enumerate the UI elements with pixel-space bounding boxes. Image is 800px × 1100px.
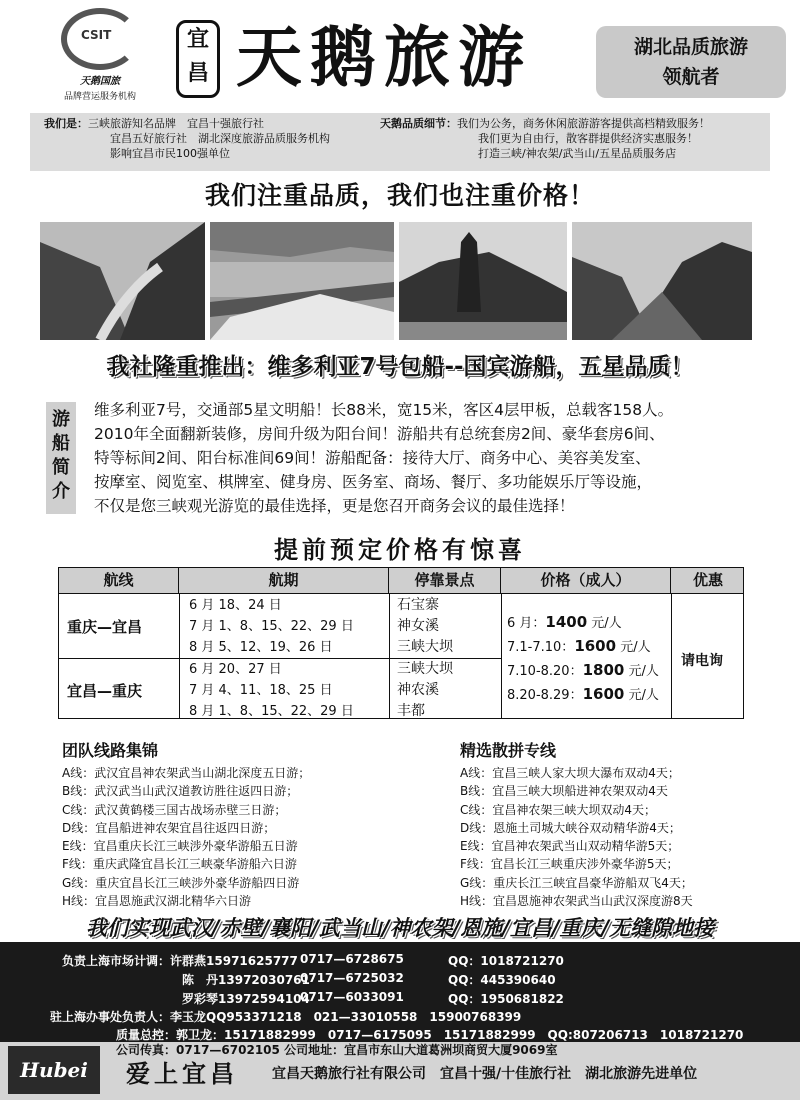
header-route: 航线 — [59, 568, 179, 593]
about-line: 影响宜昌市民100强单位 — [110, 147, 230, 160]
table-divider — [671, 593, 672, 718]
contact-qq: QQ：445390640 — [448, 973, 556, 987]
scatter-routes-list — [460, 764, 693, 910]
date-list — [189, 659, 354, 722]
slogan-line1: 湖北品质旅游 — [633, 36, 748, 58]
route-item: C线：武汉黄鹤楼三国古战场赤壁三日游； — [62, 802, 287, 817]
stop-list — [397, 659, 453, 722]
fax-number: 0717—6702105 — [176, 1043, 280, 1057]
contact-phone: 0717—6728675 — [300, 952, 404, 966]
info-band — [30, 113, 770, 171]
price-line — [507, 660, 659, 679]
city-badge — [176, 20, 220, 98]
love-yichang: 爱上宜昌 — [126, 1060, 238, 1088]
contact-phone: 0717—6033091 — [300, 990, 404, 1004]
photo-pagoda — [399, 222, 567, 340]
office-line — [50, 1008, 521, 1025]
contact-name: 陈 丹 — [182, 973, 219, 987]
route-item: H线：宜昌恩施神农架武当山武汉深度游8天 — [460, 894, 693, 909]
stop-item: 石宝寨 — [397, 597, 439, 613]
route-item: D线：宜昌船进神农架宜昌往返四日游； — [62, 820, 276, 835]
detail-column — [380, 116, 770, 161]
logo-org: 品牌营运服务机构 — [63, 92, 136, 102]
city-text: 宜昌 — [186, 27, 209, 86]
price-amount: 1800 — [582, 661, 625, 679]
route-name: 宜昌—重庆 — [67, 682, 143, 700]
table-header — [59, 568, 743, 594]
price-unit: 元/人 — [624, 664, 659, 679]
price-amount: 1600 — [582, 685, 625, 703]
route-item: A线：武汉宜昌神农架武当山湖北深度五日游； — [62, 766, 311, 780]
price-amount: 1600 — [574, 637, 617, 655]
contact-name: 许群燕 — [170, 954, 207, 968]
price-line — [507, 612, 622, 631]
swan-logo-icon — [61, 8, 139, 70]
price-line — [507, 636, 651, 655]
address-label: 公司地址： — [284, 1043, 345, 1057]
route-item: H线：宜昌恩施武汉湖北精华六日游 — [62, 894, 252, 909]
about-line: 三峡旅游知名品牌 宜昌十强旅行社 — [88, 117, 264, 130]
detail-line: 打造三峡/神农架/武当山/五星品质服务店 — [478, 147, 677, 160]
intro-line: 2010年全面翻新装修，房间升级为阳台间！游船共有总统套房2间、豪华套房6间、 — [94, 425, 665, 443]
date-item: 6 月 18、24 日 — [189, 598, 282, 613]
intro-tag-char: 简 — [52, 457, 70, 478]
intro-line: 按摩室、阅览室、棋牌室、健身房、医务室、商场、餐厅、多功能娱乐厅等设施， — [94, 473, 653, 491]
quality-contact: 郭卫龙：15171882999 0717—6175095 15171882999 QQ:807206713 1018721270 — [176, 1028, 744, 1042]
date-item: 7 月 1、8、15、22、29 日 — [189, 619, 354, 634]
stop-item: 神女溪 — [397, 618, 439, 634]
header-price: 价格（成人） — [501, 568, 671, 593]
contact-name: 罗彩琴 — [182, 992, 219, 1006]
contact-panel — [0, 942, 800, 1042]
office-label: 驻上海办事处负责人： — [50, 1010, 171, 1024]
price-period: 7.10-8.20： — [507, 664, 583, 679]
route-item: B线：宜昌三峡大坝船进神农架双动4天 — [460, 784, 668, 799]
headline: 我们注重品质，我们也注重价格！ — [204, 181, 595, 210]
price-table — [58, 567, 744, 719]
intro-tag-char: 船 — [52, 433, 70, 454]
price-period: 6 月： — [507, 616, 546, 631]
contact-qq: QQ：1950681822 — [448, 992, 564, 1006]
intro-tag-char: 游 — [52, 409, 70, 430]
stop-item: 神农溪 — [397, 682, 439, 698]
stop-item: 三峡大坝 — [397, 639, 453, 655]
header-stops: 停靠景点 — [389, 568, 501, 593]
stop-list — [397, 595, 453, 658]
table-divider — [389, 593, 390, 718]
intro-line: 维多利亚7号，交通部5星文明船！长88米，宽15米，客区4层甲板，总载客158人。 — [94, 401, 674, 419]
intro-tag — [46, 402, 76, 514]
price-period: 8.20-8.29： — [507, 688, 583, 703]
about-line: 宜昌五好旅行社 湖北深度旅游品质服务机构 — [110, 132, 330, 145]
contact-line — [62, 952, 298, 969]
contact-qq: QQ：1018721270 — [448, 954, 564, 968]
about-column — [44, 116, 374, 161]
date-list — [189, 595, 354, 658]
slogan-box — [596, 26, 786, 98]
photo-gorge — [40, 222, 205, 340]
route-item: G线：重庆宜昌长江三峡涉外豪华游船四日游 — [62, 875, 300, 890]
contact-mobile: 13972030761 — [218, 973, 310, 987]
quality-label: 质量总控： — [116, 1028, 177, 1042]
date-item: 7 月 4、11、18、25 日 — [189, 683, 333, 698]
fax-label: 公司传真： — [116, 1043, 177, 1057]
date-item: 8 月 1、8、15、22、29 日 — [189, 704, 354, 719]
company-units: 宜昌天鹅旅行社有限公司 宜昌十强/十佳旅行社 湖北旅游先进单位 — [272, 1066, 698, 1082]
logo-text: CSIT — [81, 28, 112, 42]
stop-item: 丰都 — [397, 703, 425, 719]
discount-cell: 请电询 — [681, 653, 723, 669]
date-item: 6 月 20、27 日 — [189, 662, 282, 677]
table-divider — [179, 593, 180, 718]
contact-phone: 0717—6725032 — [300, 971, 404, 985]
group-routes-title: 团队线路集锦 — [62, 741, 159, 760]
route-item: A线：宜昌三峡人家大坝大瀑布双动4天； — [460, 766, 680, 780]
route-item: D线：恩施土司城大峡谷双动精华游4天； — [460, 820, 681, 835]
price-amount: 1400 — [545, 613, 588, 631]
detail-line: 我们更为自由行，散客群提供经济实惠服务！ — [478, 132, 698, 145]
intro-line: 不仅是您三峡观光游览的最佳选择，更是您召开商务会议的最佳选择！ — [94, 497, 575, 515]
price-unit: 元/人 — [624, 688, 659, 703]
route-item: C线：宜昌神农架三峡大坝双动4天； — [460, 802, 657, 817]
route-item: B线：武汉武当山武汉道教访胜往返四日游； — [62, 784, 299, 799]
promo-banner: 我社隆重推出：维多利亚7号包船--国宾游船，五星品质！ — [106, 354, 694, 380]
market-label: 负责上海市场计调： — [62, 954, 171, 968]
table-divider — [501, 593, 502, 718]
price-period: 7.1-7.10： — [507, 640, 575, 655]
hubei-logo: Hubei — [8, 1046, 100, 1094]
photo-mountains — [572, 222, 752, 340]
stop-item: 三峡大坝 — [397, 661, 453, 677]
office-contact: 李玉龙QQ953371218 021—33010558 15900768399 — [170, 1010, 522, 1024]
price-unit: 元/人 — [616, 640, 651, 655]
route-item: F线：重庆武隆宜昌长江三峡豪华游船六日游 — [62, 857, 297, 872]
detail-line: 我们为公务，商务休闲旅游游客提供高档精致服务！ — [457, 117, 710, 130]
route-item: E线：宜昌重庆长江三峡涉外豪华游船五日游 — [62, 839, 298, 854]
intro-text — [94, 398, 774, 518]
date-item: 8 月 5、12、19、26 日 — [189, 640, 333, 655]
table-title: 提前预定价格有惊喜 — [274, 535, 526, 564]
company-logo — [50, 8, 150, 103]
route-item: F线：宜昌长江三峡重庆涉外豪华游5天； — [460, 857, 679, 872]
brand-title: 天鹅旅游 — [236, 18, 532, 96]
route-item: G线：重庆长江三峡宜昌豪华游船双飞4天； — [460, 875, 693, 890]
connect-slogan: 我们实现武汉/赤壁/襄阳/武当山/神农架/恩施/宜昌/重庆/无缝隙地接 — [85, 916, 715, 940]
price-unit: 元/人 — [587, 616, 622, 631]
slogan-line2: 领航者 — [662, 66, 720, 88]
group-routes-list — [62, 764, 310, 910]
contact-line — [182, 990, 310, 1007]
about-label: 我们是： — [44, 117, 88, 130]
scatter-routes-title: 精选散拼专线 — [460, 741, 557, 760]
route-item: E线：宜昌神农架武当山双动精华游5天； — [460, 839, 680, 854]
intro-line: 特等标间2间、阳台标准间69间！游船配备：接待大厅、商务中心、美容美发室、 — [94, 449, 651, 467]
contact-mobile: 13972594104 — [218, 992, 310, 1006]
address: 宜昌市东山大道葛洲坝商贸大厦9069室 — [344, 1043, 558, 1057]
price-line — [507, 684, 659, 703]
photo-dam — [210, 222, 394, 340]
detail-label: 天鹅品质细节： — [380, 117, 457, 130]
intro-tag-char: 介 — [52, 481, 70, 502]
logo-subtitle: 天鹅国旅 — [80, 76, 120, 87]
contact-line — [182, 971, 310, 988]
route-name: 重庆—宜昌 — [67, 618, 143, 636]
header-dates: 航期 — [179, 568, 389, 593]
header-discount: 优惠 — [692, 571, 723, 589]
contact-mobile: 15971625777 — [206, 954, 298, 968]
